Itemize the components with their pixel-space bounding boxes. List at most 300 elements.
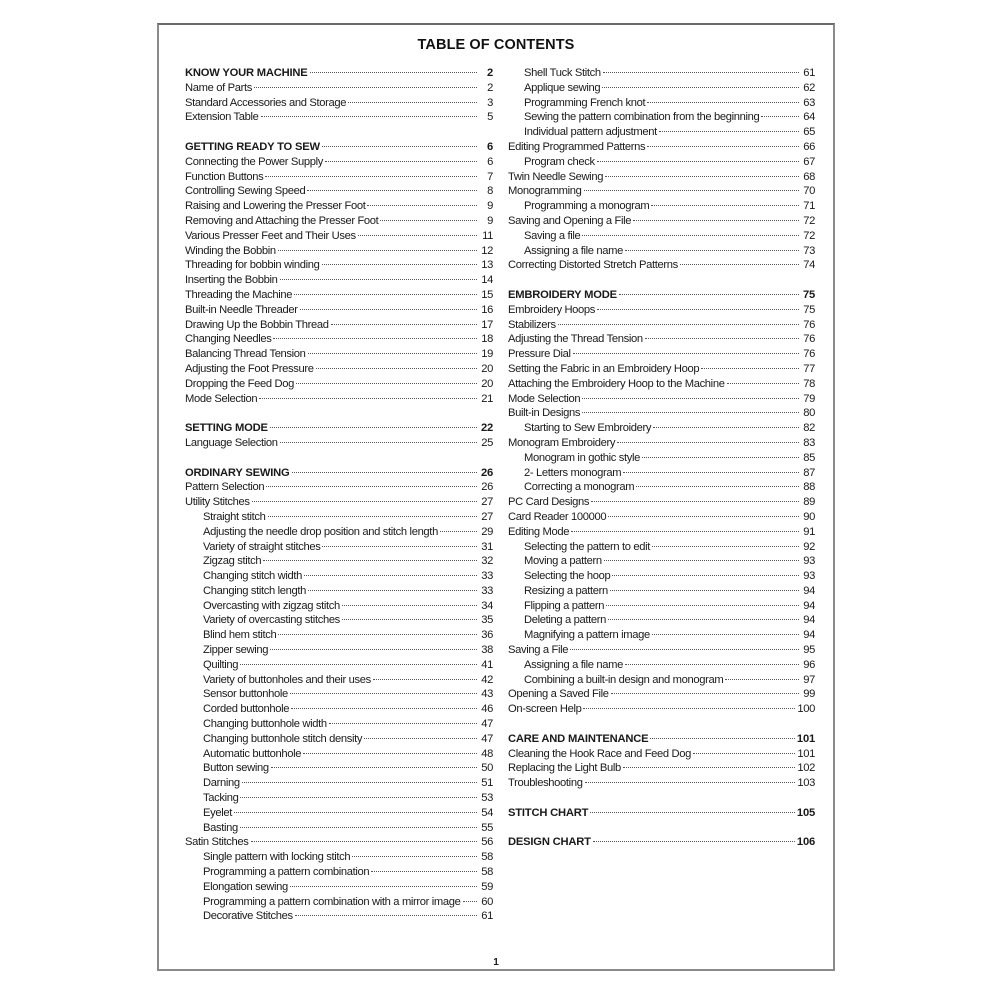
toc-spacer [508, 791, 815, 806]
toc-entry[interactable] [185, 229, 493, 244]
dot-leader [308, 589, 477, 591]
toc-entry[interactable] [508, 421, 815, 436]
toc-entry-title: ORDINARY SEWING [185, 466, 290, 479]
toc-entry[interactable] [508, 303, 815, 318]
toc-entry-title: Automatic buttonhole [203, 747, 302, 760]
toc-entry[interactable] [185, 776, 493, 791]
toc-page-number: 62 [803, 81, 815, 94]
toc-page-number: 72 [803, 229, 815, 242]
toc-page-number: 93 [803, 570, 815, 583]
toc-page-number: 58 [481, 866, 493, 879]
toc-spacer [185, 451, 493, 466]
toc-entry-title: Single pattern with locking stitch [203, 851, 351, 864]
dot-leader [266, 485, 477, 487]
toc-entry[interactable] [508, 643, 815, 658]
toc-entry[interactable] [185, 850, 493, 865]
toc-page-number: 53 [481, 792, 493, 805]
toc-entry[interactable] [508, 155, 815, 170]
toc-entry-title: Variety of overcasting stitches [203, 614, 340, 627]
toc-entry-title: Variety of buttonholes and their uses [203, 673, 371, 686]
toc-entry[interactable] [185, 303, 493, 318]
toc-entry[interactable] [185, 480, 493, 495]
toc-page-number: 20 [481, 377, 493, 390]
toc-entry[interactable] [185, 377, 493, 392]
toc-entry[interactable] [185, 895, 493, 910]
toc-entry[interactable] [185, 880, 493, 895]
toc-entry-title: Pattern Selection [185, 481, 265, 494]
toc-entry-title: Selecting the hoop [524, 570, 611, 583]
toc-section-heading[interactable] [185, 66, 493, 81]
toc-entry-title: Changing buttonhole width [203, 718, 327, 731]
toc-entry[interactable] [185, 540, 493, 555]
dot-leader [273, 337, 477, 339]
dot-leader [304, 574, 477, 576]
toc-entry-title: Balancing Thread Tension [185, 348, 306, 361]
dot-leader [280, 278, 477, 280]
dot-leader [625, 249, 799, 251]
toc-entry-title: Mode Selection [508, 392, 581, 405]
dot-leader [295, 914, 477, 916]
toc-page-number: 97 [803, 673, 815, 686]
toc-page-number: 26 [481, 481, 493, 494]
toc-entry[interactable] [185, 747, 493, 762]
toc-entry-title: Utility Stitches [185, 496, 250, 509]
dot-leader [610, 589, 799, 591]
dot-leader [633, 219, 799, 221]
dot-leader [558, 323, 799, 325]
dot-leader [300, 308, 477, 310]
toc-entry[interactable] [508, 110, 815, 125]
toc-entry[interactable] [185, 436, 493, 451]
toc-page-number: 7 [487, 170, 493, 183]
toc-entry[interactable] [508, 761, 815, 776]
dot-leader [296, 382, 477, 384]
dot-leader [463, 900, 477, 902]
toc-entry[interactable] [508, 776, 815, 791]
toc-entry[interactable] [508, 81, 815, 96]
dot-leader [570, 648, 799, 650]
dot-leader [329, 722, 477, 724]
toc-entry-title: Attaching the Embroidery Hoop to the Machine [508, 377, 725, 390]
toc-entry-title: Threading the Machine [185, 288, 293, 301]
toc-entry[interactable] [185, 81, 493, 96]
toc-page-number: 63 [803, 96, 815, 109]
toc-entry-title: Extension Table [185, 111, 259, 124]
dot-leader [693, 752, 795, 754]
dot-leader [761, 115, 799, 117]
dot-leader [242, 781, 477, 783]
toc-entry-title: Applique sewing [524, 81, 601, 94]
toc-page-number: 35 [481, 614, 493, 627]
toc-entry-title: Mode Selection [185, 392, 258, 405]
toc-entry-title: Straight stitch [203, 510, 266, 523]
dot-leader [701, 367, 799, 369]
toc-entry[interactable] [185, 244, 493, 259]
toc-entry-title: Language Selection [185, 436, 278, 449]
toc-entry[interactable] [185, 835, 493, 850]
dot-leader [608, 515, 799, 517]
toc-page-number: 75 [803, 303, 815, 316]
toc-entry[interactable] [508, 599, 815, 614]
toc-page-number: 82 [803, 422, 815, 435]
toc-entry[interactable] [508, 480, 815, 495]
toc-entry[interactable] [185, 584, 493, 599]
toc-entry-title: Magnifying a pattern image [524, 629, 650, 642]
toc-page-number: 93 [803, 555, 815, 568]
toc-entry-title: Combining a built-in design and monogram [524, 673, 724, 686]
toc-entry-title: Zipper sewing [203, 644, 269, 657]
toc-page-number: 46 [481, 703, 493, 716]
toc-page-number: 76 [803, 348, 815, 361]
toc-entry-title: Starting to Sew Embroidery [524, 422, 652, 435]
dot-leader [585, 781, 796, 783]
toc-entry[interactable] [185, 288, 493, 303]
toc-entry[interactable] [185, 717, 493, 732]
toc-entry-title: DESIGN CHART [508, 836, 591, 849]
toc-entry[interactable] [508, 214, 815, 229]
toc-spacer [508, 821, 815, 836]
toc-entry[interactable] [185, 687, 493, 702]
toc-entry-title: Quilting [203, 658, 239, 671]
toc-entry[interactable] [508, 170, 815, 185]
toc-page-number: 76 [803, 333, 815, 346]
dot-leader [571, 530, 799, 532]
toc-page-number: 32 [481, 555, 493, 568]
document-page [157, 23, 835, 971]
dot-leader [290, 692, 477, 694]
toc-entry[interactable] [185, 554, 493, 569]
toc-entry[interactable] [508, 687, 815, 702]
dot-leader [727, 382, 799, 384]
toc-entry-title: Programming French knot [524, 96, 646, 109]
toc-entry[interactable] [185, 318, 493, 333]
dot-leader [642, 456, 799, 458]
toc-entry[interactable] [508, 569, 815, 584]
toc-entry-title: Built-in Needle Threader [185, 303, 298, 316]
toc-page-number: 70 [803, 185, 815, 198]
toc-entry[interactable] [185, 510, 493, 525]
toc-entry[interactable] [185, 702, 493, 717]
toc-entry[interactable] [185, 599, 493, 614]
toc-page-number: 94 [803, 599, 815, 612]
toc-entry[interactable] [508, 125, 815, 140]
toc-entry[interactable] [508, 229, 815, 244]
toc-page-number: 75 [802, 288, 815, 301]
dot-leader [371, 870, 477, 872]
toc-page-number: 2 [487, 81, 493, 94]
toc-section-heading[interactable] [508, 835, 815, 850]
toc-entry-title: Button sewing [203, 762, 269, 775]
toc-entry[interactable] [185, 273, 493, 288]
dot-leader [265, 175, 477, 177]
dot-leader [651, 204, 799, 206]
toc-entry[interactable] [508, 199, 815, 214]
toc-section-heading[interactable] [508, 288, 815, 303]
toc-entry-title: Saving and Opening a File [508, 214, 632, 227]
toc-entry[interactable] [185, 791, 493, 806]
toc-page-number: 91 [803, 525, 815, 538]
toc-entry-title: EMBROIDERY MODE [508, 288, 617, 301]
dot-leader [583, 707, 795, 709]
toc-entry[interactable] [185, 865, 493, 880]
toc-page-number: 6 [486, 140, 493, 153]
dot-leader [652, 545, 799, 547]
toc-section-heading[interactable] [185, 466, 493, 481]
toc-page-number: 43 [481, 688, 493, 701]
toc-entry-title: Threading for bobbin winding [185, 259, 320, 272]
toc-entry[interactable] [508, 377, 815, 392]
toc-entry-title: Monogram Embroidery [508, 436, 616, 449]
toc-page-number: 106 [796, 836, 815, 849]
dot-leader [647, 145, 799, 147]
toc-entry-title: Adjusting the needle drop position and stitch length [203, 525, 438, 538]
dot-leader [367, 204, 477, 206]
toc-entry-title: Changing stitch length [203, 584, 307, 597]
toc-page-number: 56 [481, 836, 493, 849]
toc-entry[interactable] [508, 525, 815, 540]
toc-entry[interactable] [508, 362, 815, 377]
toc-entry-title: PC Card Designs [508, 496, 590, 509]
toc-page-number: 100 [797, 703, 815, 716]
dot-leader [342, 604, 477, 606]
dot-leader [325, 160, 477, 162]
toc-entry[interactable] [508, 244, 815, 259]
toc-section-heading[interactable] [185, 140, 493, 155]
toc-entry-title: Setting the Fabric in an Embroidery Hoop [508, 362, 700, 375]
toc-page-number: 26 [480, 466, 493, 479]
toc-spacer [508, 717, 815, 732]
toc-page-number: 105 [796, 806, 815, 819]
toc-entry[interactable] [508, 495, 815, 510]
toc-entry[interactable] [185, 658, 493, 673]
toc-entry[interactable] [508, 66, 815, 81]
toc-section-heading[interactable] [508, 806, 815, 821]
toc-entry[interactable] [185, 258, 493, 273]
toc-entry-title: Changing Needles [185, 333, 272, 346]
dot-leader [316, 367, 477, 369]
dot-leader [364, 737, 477, 739]
toc-entry[interactable] [508, 451, 815, 466]
toc-entry[interactable] [185, 214, 493, 229]
toc-entry[interactable] [185, 909, 493, 924]
toc-entry[interactable] [185, 184, 493, 199]
toc-page-number: 33 [481, 584, 493, 597]
toc-entry[interactable] [185, 110, 493, 125]
toc-page-number: 33 [481, 570, 493, 583]
toc-entry-title: Individual pattern adjustment [524, 126, 657, 139]
toc-page-number: 6 [487, 155, 493, 168]
toc-entry-title: STITCH CHART [508, 806, 589, 819]
dot-leader [322, 545, 477, 547]
toc-page-number: 47 [481, 718, 493, 731]
toc-entry-title: Correcting a monogram [524, 481, 635, 494]
toc-page-number: 94 [803, 614, 815, 627]
dot-leader [593, 840, 795, 842]
dot-leader [268, 515, 477, 517]
dot-leader [234, 811, 477, 813]
toc-entry[interactable] [508, 96, 815, 111]
toc-page-number: 80 [803, 407, 815, 420]
toc-page-number: 15 [481, 288, 493, 301]
dot-leader [307, 189, 477, 191]
toc-entry[interactable] [508, 140, 815, 155]
toc-entry[interactable] [508, 510, 815, 525]
dot-leader [647, 101, 799, 103]
toc-entry[interactable] [508, 436, 815, 451]
toc-entry-title: Replacing the Light Bulb [508, 762, 621, 775]
toc-entry-title: Decorative Stitches [203, 910, 293, 923]
toc-page-number: 22 [480, 422, 493, 435]
toc-page-number: 20 [481, 362, 493, 375]
toc-entry[interactable] [185, 332, 493, 347]
dot-leader [322, 263, 478, 265]
toc-entry[interactable] [508, 258, 815, 273]
toc-page-number: 48 [481, 747, 493, 760]
toc-page-number: 9 [487, 200, 493, 213]
toc-entry-title: Cleaning the Hook Race and Feed Dog [508, 747, 692, 760]
dot-leader [582, 234, 799, 236]
toc-entry-title: Flipping a pattern [524, 599, 605, 612]
toc-entry[interactable] [185, 569, 493, 584]
toc-entry-title: Editing Mode [508, 525, 570, 538]
dot-leader [636, 485, 799, 487]
toc-entry-title: Various Presser Feet and Their Uses [185, 229, 356, 242]
toc-entry-title: Resizing a pattern [524, 584, 608, 597]
toc-entry[interactable] [508, 747, 815, 762]
toc-entry[interactable] [508, 184, 815, 199]
toc-entry-title: Pressure Dial [508, 348, 571, 361]
toc-entry-title: Adjusting the Foot Pressure [185, 362, 314, 375]
dot-leader [680, 263, 799, 265]
dot-leader [612, 574, 799, 576]
toc-entry[interactable] [508, 613, 815, 628]
toc-entry-title: Removing and Attaching the Presser Foot [185, 214, 379, 227]
toc-page-number: 16 [481, 303, 493, 316]
toc-page-number: 25 [481, 436, 493, 449]
toc-entry[interactable] [185, 199, 493, 214]
dot-leader [259, 397, 477, 399]
toc-entry[interactable] [508, 540, 815, 555]
toc-page-number: 88 [803, 481, 815, 494]
toc-page-number: 34 [481, 599, 493, 612]
toc-entry[interactable] [508, 702, 815, 717]
dot-leader [625, 663, 799, 665]
dot-leader [650, 737, 795, 739]
toc-entry[interactable] [508, 584, 815, 599]
toc-entry[interactable] [185, 806, 493, 821]
dot-leader [348, 101, 477, 103]
dot-leader [584, 189, 799, 191]
toc-page-number: 41 [481, 658, 493, 671]
toc-entry[interactable] [508, 332, 815, 347]
dot-leader [608, 618, 799, 620]
toc-spacer [508, 273, 815, 288]
dot-leader [645, 337, 799, 339]
toc-entry[interactable] [508, 673, 815, 688]
toc-entry[interactable] [185, 392, 493, 407]
toc-entry[interactable] [185, 362, 493, 377]
toc-entry[interactable] [185, 761, 493, 776]
dot-leader [582, 397, 799, 399]
toc-page-number: 74 [803, 259, 815, 272]
dot-leader [590, 811, 795, 813]
toc-entry-title: Variety of straight stitches [203, 540, 321, 553]
toc-entry[interactable] [508, 406, 815, 421]
toc-entry-title: Sewing the pattern combination from the beginning [524, 111, 760, 124]
dot-leader [373, 678, 477, 680]
dot-leader [440, 530, 477, 532]
toc-page-number: 27 [481, 496, 493, 509]
toc-page-number: 27 [481, 510, 493, 523]
toc-entry-title: Inserting the Bobbin [185, 274, 278, 287]
dot-leader [358, 234, 477, 236]
toc-entry[interactable] [185, 613, 493, 628]
toc-entry-title: Controlling Sewing Speed [185, 185, 306, 198]
toc-entry[interactable] [508, 554, 815, 569]
toc-entry[interactable] [185, 96, 493, 111]
toc-entry[interactable] [508, 658, 815, 673]
toc-entry[interactable] [508, 392, 815, 407]
dot-leader [294, 293, 477, 295]
toc-page-number: 42 [481, 673, 493, 686]
toc-page-number: 76 [803, 318, 815, 331]
toc-entry[interactable] [508, 318, 815, 333]
toc-entry-title: Blind hem stitch [203, 629, 277, 642]
toc-entry[interactable] [185, 170, 493, 185]
toc-page-number: 89 [803, 496, 815, 509]
toc-entry-title: Programming a monogram [524, 200, 650, 213]
dot-leader [573, 352, 799, 354]
toc-entry-title: Assigning a file name [524, 244, 623, 257]
dot-leader [251, 840, 477, 842]
toc-entry[interactable] [185, 495, 493, 510]
toc-entry-title: GETTING READY TO SEW [185, 140, 320, 153]
toc-section-heading[interactable] [185, 421, 493, 436]
toc-entry[interactable] [185, 732, 493, 747]
toc-entry[interactable] [185, 643, 493, 658]
toc-entry-title: Basting [203, 821, 238, 834]
toc-entry[interactable] [508, 628, 815, 643]
toc-entry[interactable] [185, 628, 493, 643]
toc-page-number: 58 [481, 851, 493, 864]
toc-entry[interactable] [185, 155, 493, 170]
toc-page-number: 67 [803, 155, 815, 168]
toc-entry[interactable] [508, 347, 815, 362]
toc-page-number: 102 [797, 762, 815, 775]
toc-entry-title: Adjusting the Thread Tension [508, 333, 643, 346]
dot-leader [263, 559, 477, 561]
toc-entry[interactable] [185, 347, 493, 362]
page-number: 1 [493, 957, 499, 968]
toc-page-number: 73 [803, 244, 815, 257]
dot-leader [240, 663, 477, 665]
toc-entry[interactable] [185, 821, 493, 836]
toc-entry[interactable] [185, 673, 493, 688]
toc-entry-title: Saving a file [524, 229, 581, 242]
dot-leader [291, 707, 477, 709]
toc-entry-title: Name of Parts [185, 81, 252, 94]
dot-leader [308, 352, 477, 354]
toc-page-number: 12 [481, 244, 493, 257]
dot-leader [254, 86, 477, 88]
dot-leader [352, 855, 477, 857]
toc-entry-title: Overcasting with zigzag stitch [203, 599, 340, 612]
toc-entry[interactable] [185, 525, 493, 540]
toc-entry[interactable] [508, 466, 815, 481]
toc-section-heading[interactable] [508, 732, 815, 747]
toc-page-number: 38 [481, 644, 493, 657]
toc-entry-title: CARE AND MAINTENANCE [508, 732, 649, 745]
